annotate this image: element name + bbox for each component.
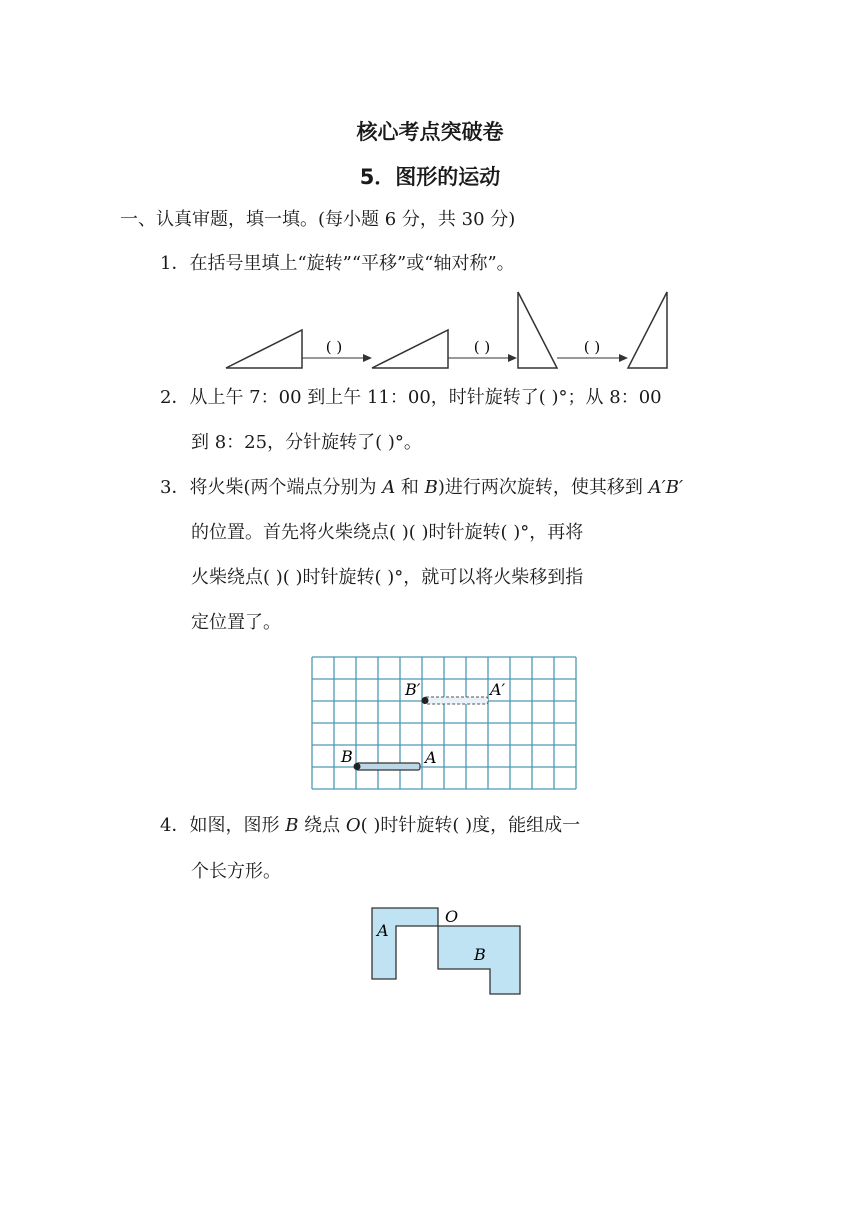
question-2-line-1: 2．从上午 7：00 到上午 11：00，时针旋转了( )°；从 8：00 <box>160 387 662 408</box>
label-a: A <box>425 748 437 767</box>
question-1-text: 1．在括号里填上“旋转”“平移”或“轴对称”。 <box>160 253 515 274</box>
label-b: B <box>341 747 353 766</box>
page-title: 核心考点突破卷 <box>356 120 504 144</box>
original-match-head <box>354 763 361 770</box>
arrow-1-head <box>363 354 372 362</box>
q4-text-b: 绕点 <box>298 815 346 836</box>
question-4-line-2: 个长方形。 <box>191 861 281 882</box>
q3-point-a: A <box>382 477 396 498</box>
q4-text-a: 4．如图，图形 <box>160 815 286 836</box>
matchstick-grid <box>310 655 580 791</box>
triangle-4 <box>628 292 667 368</box>
question-3-line-3: 火柴绕点( )( )时针旋转( )°，就可以将火柴移到指 <box>191 567 584 588</box>
question-2-line-2: 到 8：25，分针旋转了( )°。 <box>191 432 422 453</box>
q3-text-b: 和 <box>395 477 425 498</box>
section-heading: 一、认真审题，填一填。(每小题 6 分，共 30 分) <box>120 209 516 230</box>
question-4-line-1 <box>160 814 580 838</box>
rotation-figure <box>360 900 530 1000</box>
q3-target: A′B′ <box>648 477 684 498</box>
triangle-1 <box>226 330 302 368</box>
target-match-head <box>422 697 429 704</box>
triangle-3 <box>518 292 557 368</box>
grid-lines <box>312 657 576 789</box>
shape-a <box>372 908 438 979</box>
question-3-line-4: 定位置了。 <box>191 612 281 633</box>
label-shape-a: A <box>377 921 389 940</box>
target-matchstick <box>424 697 488 704</box>
blank-2: ( ) <box>473 338 491 356</box>
triangle-2 <box>372 330 448 368</box>
q4-text-c: ( )时针旋转( )度，能组成一 <box>360 815 581 836</box>
q4-shape-b: B <box>285 815 299 836</box>
q4-point-o: O <box>345 815 361 836</box>
arrow-2-head <box>508 354 517 362</box>
blank-3: ( ) <box>583 338 601 356</box>
q3-point-b: B <box>424 477 438 498</box>
original-matchstick <box>356 763 420 770</box>
question-3-line-1 <box>160 476 683 500</box>
q3-text-a: 3．将火柴(两个端点分别为 <box>160 477 383 498</box>
label-a-prime: A′ <box>490 680 506 699</box>
question-1-figure <box>0 280 860 380</box>
label-shape-b: B <box>474 945 486 964</box>
arrow-3-head <box>619 354 628 362</box>
label-point-o: O <box>445 907 459 926</box>
label-b-prime: B′ <box>405 680 421 699</box>
blank-1: ( ) <box>325 338 343 356</box>
question-3-line-2: 的位置。首先将火柴绕点( )( )时针旋转( )°，再将 <box>191 522 584 543</box>
page-subtitle: 5．图形的运动 <box>359 165 501 189</box>
q3-text-c: )进行两次旋转，使其移到 <box>437 477 649 498</box>
